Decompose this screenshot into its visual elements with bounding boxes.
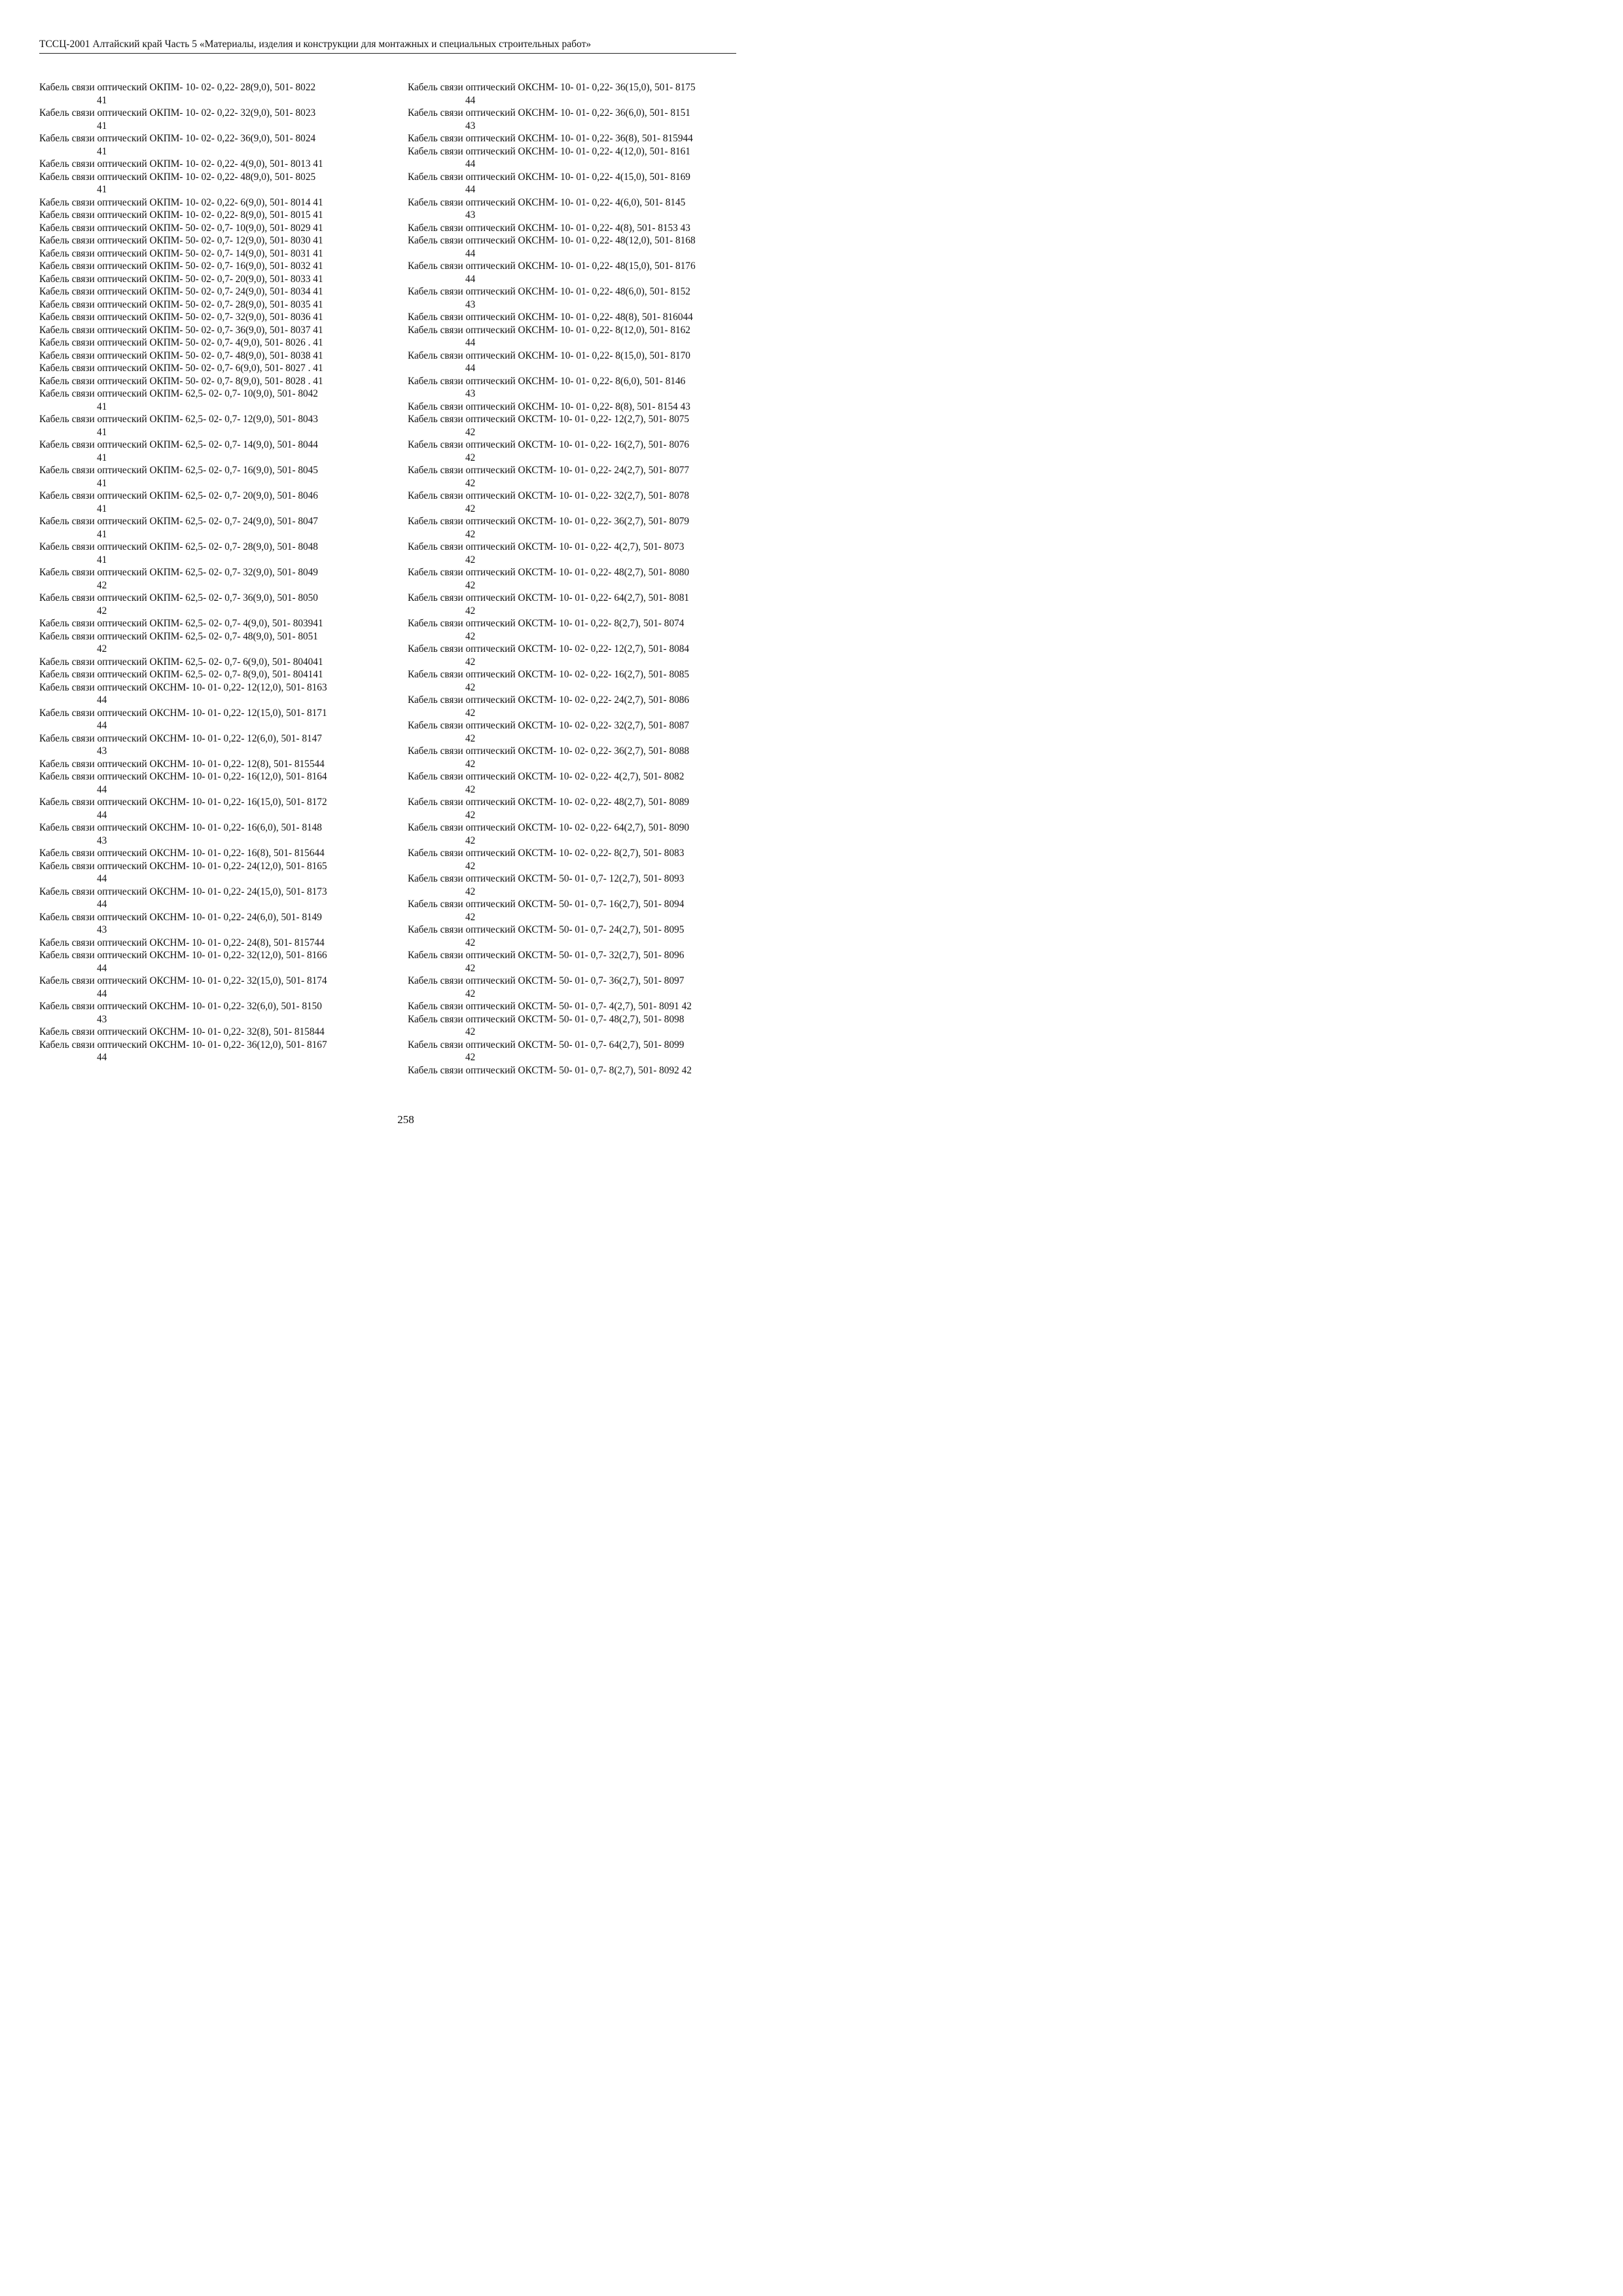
entry-name: Кабель связи оптический ОКПМ- 62,5- 02- 0,7- 24(9,0), 501- 8047 — [39, 516, 318, 527]
entry-name: Кабель связи оптический ОКПМ- 50- 02- 0,7- 32(9,0), 501- 8036 41 — [39, 312, 323, 323]
entry-page-ref: 43 — [97, 924, 107, 935]
entry-page-ref: 41 — [97, 401, 107, 412]
entry-name: Кабель связи оптический ОКСТМ- 10- 02- 0,22- 12(2,7), 501- 8084 — [408, 643, 690, 655]
index-entry — [408, 171, 760, 196]
entry-page-ref: 44 — [97, 783, 107, 795]
entry-name: Кабель связи оптический ОКСТМ- 50- 01- 0,7- 12(2,7), 501- 8093 — [408, 873, 685, 884]
entry-page-ref: 44 — [465, 273, 476, 285]
index-entry — [39, 617, 391, 630]
index-entry — [408, 694, 760, 719]
index-entry — [408, 311, 760, 324]
entry-page-ref: 42 — [465, 477, 476, 489]
entry-page-ref: 41 — [97, 477, 107, 489]
entry-name: Кабель связи оптический ОКСТМ- 50- 01- 0,7- 24(2,7), 501- 8095 — [408, 924, 685, 935]
entry-page-ref: 44 — [97, 720, 107, 731]
page-number: 258 — [397, 1113, 414, 1126]
entry-page-ref: 44 — [97, 809, 107, 821]
index-entry — [408, 719, 760, 745]
entry-name: Кабель связи оптический ОКСНМ- 10- 01- 0,22- 24(15,0), 501- 8173 — [39, 886, 327, 897]
entry-name: Кабель связи оптический ОКСТМ- 50- 01- 0,7- 48(2,7), 501- 8098 — [408, 1013, 685, 1025]
entry-name: Кабель связи оптический ОКСНМ- 10- 01- 0,22- 8(15,0), 501- 8170 — [408, 350, 690, 361]
index-entry — [408, 975, 760, 1000]
index-entry — [408, 132, 760, 145]
index-entry — [39, 196, 391, 209]
index-entry — [39, 860, 391, 886]
index-entry — [39, 234, 391, 247]
index-entry — [39, 285, 391, 298]
index-entry — [39, 911, 391, 937]
entry-name: Кабель связи оптический ОКСНМ- 10- 01- 0,22- 36(8), 501- 815944 — [408, 133, 693, 144]
entry-name: Кабель связи оптический ОКПМ- 62,5- 02- 0,7- 8(9,0), 501- 804141 — [39, 669, 323, 680]
index-entry — [39, 732, 391, 758]
entry-name: Кабель связи оптический ОКСНМ- 10- 01- 0,22- 32(15,0), 501- 8174 — [39, 975, 327, 986]
index-entry — [39, 81, 391, 107]
entry-page-ref: 43 — [97, 1013, 107, 1025]
index-entry — [39, 1026, 391, 1039]
entry-name: Кабель связи оптический ОКСНМ- 10- 01- 0,22- 4(15,0), 501- 8169 — [408, 171, 690, 183]
index-entry — [39, 796, 391, 821]
index-entry — [39, 107, 391, 132]
index-entry — [39, 490, 391, 515]
index-entry — [39, 273, 391, 286]
entry-name: Кабель связи оптический ОКСТМ- 10- 02- 0,22- 16(2,7), 501- 8085 — [408, 669, 690, 680]
entry-name: Кабель связи оптический ОКСНМ- 10- 01- 0,22- 36(6,0), 501- 8151 — [408, 107, 690, 118]
entry-page-ref: 41 — [97, 184, 107, 195]
entry-name: Кабель связи оптический ОКСТМ- 10- 01- 0,22- 12(2,7), 501- 8075 — [408, 414, 690, 425]
entry-page-ref: 42 — [97, 643, 107, 655]
index-entry — [408, 490, 760, 515]
entry-name: Кабель связи оптический ОКСНМ- 10- 01- 0,22- 12(15,0), 501- 8171 — [39, 707, 327, 719]
entry-page-ref: 41 — [97, 120, 107, 132]
index-entry — [39, 949, 391, 975]
entry-page-ref: 42 — [465, 707, 476, 719]
index-entry — [408, 222, 760, 235]
index-entry — [408, 796, 760, 821]
entry-page-ref: 42 — [465, 1052, 476, 1063]
entry-name: Кабель связи оптический ОКСТМ- 50- 01- 0,7- 8(2,7), 501- 8092 42 — [408, 1064, 692, 1076]
entry-name: Кабель связи оптический ОКСНМ- 10- 01- 0,22- 36(12,0), 501- 8167 — [39, 1039, 327, 1050]
entry-name: Кабель связи оптический ОКСНМ- 10- 01- 0,22- 4(12,0), 501- 8161 — [408, 145, 690, 157]
index-column-left — [39, 81, 391, 1064]
entry-name: Кабель связи оптический ОКПМ- 62,5- 02- 0,7- 12(9,0), 501- 8043 — [39, 414, 318, 425]
index-entry — [39, 707, 391, 732]
entry-name: Кабель связи оптический ОКПМ- 50- 02- 0,7- 8(9,0), 501- 8028 . 41 — [39, 375, 323, 387]
index-entry — [408, 566, 760, 592]
entry-page-ref: 41 — [97, 452, 107, 463]
index-entry — [408, 413, 760, 439]
entry-name: Кабель связи оптический ОКСТМ- 10- 02- 0,22- 36(2,7), 501- 8088 — [408, 745, 690, 757]
index-entry — [39, 630, 391, 656]
entry-name: Кабель связи оптический ОКСНМ- 10- 01- 0,22- 8(8), 501- 8154 43 — [408, 401, 690, 412]
index-entry — [408, 107, 760, 132]
entry-page-ref: 42 — [465, 988, 476, 999]
entry-name: Кабель связи оптический ОКСНМ- 10- 01- 0,22- 8(12,0), 501- 8162 — [408, 324, 690, 336]
index-entry — [39, 1000, 391, 1026]
entry-name: Кабель связи оптический ОКПМ- 62,5- 02- 0,7- 10(9,0), 501- 8042 — [39, 388, 318, 399]
entry-name: Кабель связи оптический ОКПМ- 62,5- 02- 0,7- 6(9,0), 501- 804041 — [39, 656, 323, 668]
entry-page-ref: 41 — [97, 503, 107, 514]
entry-page-ref: 43 — [97, 834, 107, 846]
index-entry — [39, 541, 391, 566]
index-entry — [408, 924, 760, 949]
entry-page-ref: 44 — [97, 694, 107, 706]
entry-name: Кабель связи оптический ОКСТМ- 10- 02- 0,22- 8(2,7), 501- 8083 — [408, 848, 685, 859]
entry-name: Кабель связи оптический ОКПМ- 50- 02- 0,7- 24(9,0), 501- 8034 41 — [39, 286, 323, 297]
index-entry — [39, 362, 391, 375]
index-entry — [39, 311, 391, 324]
entry-name: Кабель связи оптический ОКПМ- 50- 02- 0,7- 36(9,0), 501- 8037 41 — [39, 324, 323, 336]
index-entry — [408, 439, 760, 464]
entry-name: Кабель связи оптический ОКСТМ- 10- 02- 0,22- 32(2,7), 501- 8087 — [408, 720, 690, 731]
entry-page-ref: 41 — [97, 94, 107, 106]
entry-name: Кабель связи оптический ОКСНМ- 10- 01- 0,22- 24(6,0), 501- 8149 — [39, 911, 322, 923]
index-entry — [408, 401, 760, 414]
entry-name: Кабель связи оптический ОКПМ- 10- 02- 0,22- 48(9,0), 501- 8025 — [39, 171, 316, 183]
index-entry — [408, 234, 760, 260]
index-entry — [39, 656, 391, 669]
index-column-right — [408, 81, 760, 1077]
entry-name: Кабель связи оптический ОКСТМ- 10- 01- 0,22- 32(2,7), 501- 8078 — [408, 490, 690, 501]
entry-name: Кабель связи оптический ОКСНМ- 10- 01- 0,22- 16(15,0), 501- 8172 — [39, 797, 327, 808]
entry-page-ref: 43 — [465, 298, 476, 310]
entry-page-ref: 44 — [97, 962, 107, 974]
index-entry — [39, 464, 391, 490]
entry-name: Кабель связи оптический ОКСНМ- 10- 01- 0,22- 48(15,0), 501- 8176 — [408, 260, 696, 272]
entry-name: Кабель связи оптический ОКСНМ- 10- 01- 0,22- 16(12,0), 501- 8164 — [39, 771, 327, 782]
entry-page-ref: 42 — [465, 860, 476, 872]
index-entry — [408, 949, 760, 975]
entry-page-ref: 42 — [465, 962, 476, 974]
index-entry — [408, 668, 760, 694]
index-entry — [39, 770, 391, 796]
entry-name: Кабель связи оптический ОКПМ- 50- 02- 0,7- 28(9,0), 501- 8035 41 — [39, 298, 323, 310]
entry-page-ref: 43 — [465, 120, 476, 132]
index-entry — [39, 387, 391, 413]
index-entry — [39, 886, 391, 911]
entry-name: Кабель связи оптический ОКСТМ- 50- 01- 0,7- 16(2,7), 501- 8094 — [408, 899, 685, 910]
entry-name: Кабель связи оптический ОКПМ- 62,5- 02- 0,7- 4(9,0), 501- 803941 — [39, 618, 323, 629]
entry-page-ref: 44 — [465, 363, 476, 374]
entry-name: Кабель связи оптический ОКПМ- 10- 02- 0,22- 32(9,0), 501- 8023 — [39, 107, 316, 118]
index-entry — [39, 566, 391, 592]
index-entry — [408, 745, 760, 770]
entry-page-ref: 42 — [465, 426, 476, 438]
entry-page-ref: 42 — [465, 528, 476, 540]
entry-name: Кабель связи оптический ОКСНМ- 10- 01- 0,22- 16(8), 501- 815644 — [39, 848, 325, 859]
index-entry — [408, 1013, 760, 1039]
entry-name: Кабель связи оптический ОКСТМ- 50- 01- 0,7- 64(2,7), 501- 8099 — [408, 1039, 685, 1050]
entry-page-ref: 44 — [97, 1052, 107, 1063]
entry-name: Кабель связи оптический ОКСНМ- 10- 01- 0,22- 16(6,0), 501- 8148 — [39, 822, 322, 833]
index-entry — [408, 898, 760, 924]
index-entry — [39, 324, 391, 337]
entry-page-ref: 42 — [465, 452, 476, 463]
page-header: ТССЦ-2001 Алтайский край Часть 5 «Материалы, изделия и конструкции для монтажных и специальных строительных работ» — [39, 38, 736, 54]
index-entry — [39, 260, 391, 273]
entry-page-ref: 42 — [465, 783, 476, 795]
entry-page-ref: 42 — [465, 937, 476, 948]
index-entry — [408, 1000, 760, 1013]
entry-name: Кабель связи оптический ОКСТМ- 10- 01- 0,22- 64(2,7), 501- 8081 — [408, 592, 690, 603]
index-entry — [39, 222, 391, 235]
index-entry — [39, 350, 391, 363]
entry-name: Кабель связи оптический ОКСТМ- 10- 01- 0,22- 24(2,7), 501- 8077 — [408, 465, 690, 476]
index-entry — [39, 132, 391, 158]
entry-page-ref: 44 — [465, 184, 476, 195]
index-entry — [408, 1064, 760, 1077]
entry-page-ref: 41 — [97, 554, 107, 565]
index-entry — [408, 260, 760, 285]
entry-page-ref: 44 — [465, 94, 476, 106]
index-entry — [39, 668, 391, 681]
entry-name: Кабель связи оптический ОКСНМ- 10- 01- 0,22- 4(8), 501- 8153 43 — [408, 222, 690, 234]
index-entry — [408, 81, 760, 107]
index-entry — [39, 758, 391, 771]
entry-page-ref: 44 — [97, 873, 107, 884]
index-entry — [39, 171, 391, 196]
index-entry — [39, 592, 391, 617]
entry-page-ref: 42 — [465, 605, 476, 617]
entry-name: Кабель связи оптический ОКПМ- 50- 02- 0,7- 16(9,0), 501- 8032 41 — [39, 260, 323, 272]
index-entry — [39, 821, 391, 847]
entry-name: Кабель связи оптический ОКПМ- 62,5- 02- 0,7- 36(9,0), 501- 8050 — [39, 592, 318, 603]
entry-name: Кабель связи оптический ОКПМ- 62,5- 02- 0,7- 14(9,0), 501- 8044 — [39, 439, 318, 450]
entry-page-ref: 42 — [465, 911, 476, 923]
entry-name: Кабель связи оптический ОКСТМ- 10- 01- 0,22- 8(2,7), 501- 8074 — [408, 618, 685, 629]
entry-name: Кабель связи оптический ОКСТМ- 10- 02- 0,22- 4(2,7), 501- 8082 — [408, 771, 685, 782]
entry-name: Кабель связи оптический ОКСНМ- 10- 01- 0,22- 12(6,0), 501- 8147 — [39, 732, 322, 744]
entry-name: Кабель связи оптический ОКПМ- 10- 02- 0,22- 8(9,0), 501- 8015 41 — [39, 209, 323, 221]
entry-name: Кабель связи оптический ОКСНМ- 10- 01- 0,22- 4(6,0), 501- 8145 — [408, 196, 686, 208]
index-entry — [39, 937, 391, 950]
entry-name: Кабель связи оптический ОКПМ- 50- 02- 0,7- 48(9,0), 501- 8038 41 — [39, 350, 323, 361]
entry-name: Кабель связи оптический ОКСНМ- 10- 01- 0,22- 12(12,0), 501- 8163 — [39, 681, 327, 693]
entry-page-ref: 42 — [97, 605, 107, 617]
index-entry — [39, 1039, 391, 1064]
index-entry — [408, 375, 760, 401]
entry-name: Кабель связи оптический ОКСТМ- 10- 02- 0,22- 64(2,7), 501- 8090 — [408, 822, 690, 833]
entry-name: Кабель связи оптический ОКПМ- 50- 02- 0,7- 4(9,0), 501- 8026 . 41 — [39, 337, 323, 348]
index-entry — [39, 247, 391, 260]
entry-page-ref: 42 — [97, 579, 107, 591]
entry-name: Кабель связи оптический ОКСНМ- 10- 01- 0,22- 32(8), 501- 815844 — [39, 1026, 325, 1037]
entry-name: Кабель связи оптический ОКПМ- 10- 02- 0,22- 36(9,0), 501- 8024 — [39, 133, 316, 144]
entry-page-ref: 42 — [465, 809, 476, 821]
entry-name: Кабель связи оптический ОКСТМ- 10- 01- 0,22- 48(2,7), 501- 8080 — [408, 567, 690, 578]
index-entry — [39, 975, 391, 1000]
index-entry — [39, 413, 391, 439]
index-entry — [39, 515, 391, 541]
entry-page-ref: 43 — [97, 745, 107, 757]
entry-name: Кабель связи оптический ОКСТМ- 50- 01- 0,7- 32(2,7), 501- 8096 — [408, 950, 685, 961]
entry-page-ref: 41 — [97, 145, 107, 157]
entry-name: Кабель связи оптический ОКСНМ- 10- 01- 0,22- 48(12,0), 501- 8168 — [408, 235, 696, 246]
entry-name: Кабель связи оптический ОКСНМ- 10- 01- 0,22- 12(8), 501- 815544 — [39, 758, 325, 770]
index-entry — [408, 617, 760, 643]
index-entry — [408, 847, 760, 872]
entry-page-ref: 42 — [465, 579, 476, 591]
entry-page-ref: 41 — [97, 528, 107, 540]
entry-page-ref: 44 — [465, 158, 476, 170]
entry-page-ref: 42 — [465, 681, 476, 693]
entry-name: Кабель связи оптический ОКПМ- 50- 02- 0,7- 12(9,0), 501- 8030 41 — [39, 235, 323, 246]
entry-page-ref: 44 — [465, 247, 476, 259]
index-entry — [39, 439, 391, 464]
entry-name: Кабель связи оптический ОКПМ- 50- 02- 0,7- 6(9,0), 501- 8027 . 41 — [39, 363, 323, 374]
entry-name: Кабель связи оптический ОКСНМ- 10- 01- 0,22- 48(8), 501- 816044 — [408, 312, 693, 323]
entry-page-ref: 42 — [465, 630, 476, 642]
entry-name: Кабель связи оптический ОКПМ- 50- 02- 0,7- 10(9,0), 501- 8029 41 — [39, 222, 323, 234]
entry-page-ref: 42 — [465, 1026, 476, 1037]
index-entry — [408, 643, 760, 668]
entry-name: Кабель связи оптический ОКСТМ- 10- 01- 0,22- 4(2,7), 501- 8073 — [408, 541, 685, 552]
entry-name: Кабель связи оптический ОКПМ- 62,5- 02- 0,7- 32(9,0), 501- 8049 — [39, 567, 318, 578]
entry-name: Кабель связи оптический ОКСТМ- 10- 02- 0,22- 48(2,7), 501- 8089 — [408, 797, 690, 808]
entry-page-ref: 42 — [465, 656, 476, 668]
entry-name: Кабель связи оптический ОКПМ- 10- 02- 0,22- 28(9,0), 501- 8022 — [39, 82, 316, 93]
index-entry — [39, 209, 391, 222]
index-entry — [408, 196, 760, 222]
index-entry — [39, 336, 391, 350]
index-entry — [408, 324, 760, 350]
entry-page-ref: 42 — [465, 886, 476, 897]
index-entry — [408, 872, 760, 898]
entry-name: Кабель связи оптический ОКСТМ- 10- 01- 0,22- 16(2,7), 501- 8076 — [408, 439, 690, 450]
index-entry — [408, 541, 760, 566]
entry-name: Кабель связи оптический ОКСНМ- 10- 01- 0,22- 24(8), 501- 815744 — [39, 937, 325, 948]
entry-page-ref: 42 — [465, 732, 476, 744]
index-entry — [408, 592, 760, 617]
entry-page-ref: 42 — [465, 758, 476, 770]
index-entry — [408, 464, 760, 490]
index-entry — [408, 350, 760, 375]
entry-name: Кабель связи оптический ОКПМ- 62,5- 02- 0,7- 20(9,0), 501- 8046 — [39, 490, 318, 501]
entry-page-ref: 43 — [465, 209, 476, 221]
entry-name: Кабель связи оптический ОКПМ- 50- 02- 0,7- 20(9,0), 501- 8033 41 — [39, 273, 323, 285]
entry-name: Кабель связи оптический ОКСТМ- 10- 01- 0,22- 36(2,7), 501- 8079 — [408, 516, 690, 527]
entry-name: Кабель связи оптический ОКСНМ- 10- 01- 0,22- 8(6,0), 501- 8146 — [408, 375, 686, 387]
index-entry — [408, 1039, 760, 1064]
index-entry — [39, 158, 391, 171]
index-entry — [39, 847, 391, 860]
entry-name: Кабель связи оптический ОКПМ- 10- 02- 0,22- 4(9,0), 501- 8013 41 — [39, 158, 323, 170]
entry-name: Кабель связи оптический ОКСНМ- 10- 01- 0,22- 32(6,0), 501- 8150 — [39, 1001, 322, 1012]
entry-name: Кабель связи оптический ОКСТМ- 50- 01- 0,7- 36(2,7), 501- 8097 — [408, 975, 685, 986]
index-entry — [39, 681, 391, 707]
index-entry — [408, 770, 760, 796]
entry-name: Кабель связи оптический ОКСНМ- 10- 01- 0,22- 32(12,0), 501- 8166 — [39, 950, 327, 961]
entry-name: Кабель связи оптический ОКСНМ- 10- 01- 0,22- 36(15,0), 501- 8175 — [408, 82, 696, 93]
index-entry — [408, 285, 760, 311]
entry-page-ref: 41 — [97, 426, 107, 438]
entry-name: Кабель связи оптический ОКПМ- 62,5- 02- 0,7- 16(9,0), 501- 8045 — [39, 465, 318, 476]
entry-name: Кабель связи оптический ОКСТМ- 50- 01- 0,7- 4(2,7), 501- 8091 42 — [408, 1001, 692, 1012]
entry-name: Кабель связи оптический ОКСНМ- 10- 01- 0,22- 24(12,0), 501- 8165 — [39, 860, 327, 872]
index-entry — [408, 145, 760, 171]
index-entry — [39, 298, 391, 312]
entry-page-ref: 44 — [97, 899, 107, 910]
index-entry — [39, 375, 391, 388]
entry-page-ref: 42 — [465, 503, 476, 514]
index-entry — [408, 821, 760, 847]
entry-page-ref: 44 — [465, 337, 476, 348]
entry-name: Кабель связи оптический ОКСТМ- 10- 02- 0,22- 24(2,7), 501- 8086 — [408, 694, 690, 706]
index-entry — [408, 515, 760, 541]
entry-name: Кабель связи оптический ОКПМ- 62,5- 02- 0,7- 28(9,0), 501- 8048 — [39, 541, 318, 552]
entry-name: Кабель связи оптический ОКПМ- 10- 02- 0,22- 6(9,0), 501- 8014 41 — [39, 196, 323, 208]
entry-page-ref: 42 — [465, 834, 476, 846]
entry-name: Кабель связи оптический ОКПМ- 62,5- 02- 0,7- 48(9,0), 501- 8051 — [39, 630, 318, 642]
entry-page-ref: 42 — [465, 554, 476, 565]
entry-name: Кабель связи оптический ОКПМ- 50- 02- 0,7- 14(9,0), 501- 8031 41 — [39, 247, 323, 259]
entry-name: Кабель связи оптический ОКСНМ- 10- 01- 0,22- 48(6,0), 501- 8152 — [408, 286, 690, 297]
entry-page-ref: 43 — [465, 388, 476, 399]
entry-page-ref: 44 — [97, 988, 107, 999]
